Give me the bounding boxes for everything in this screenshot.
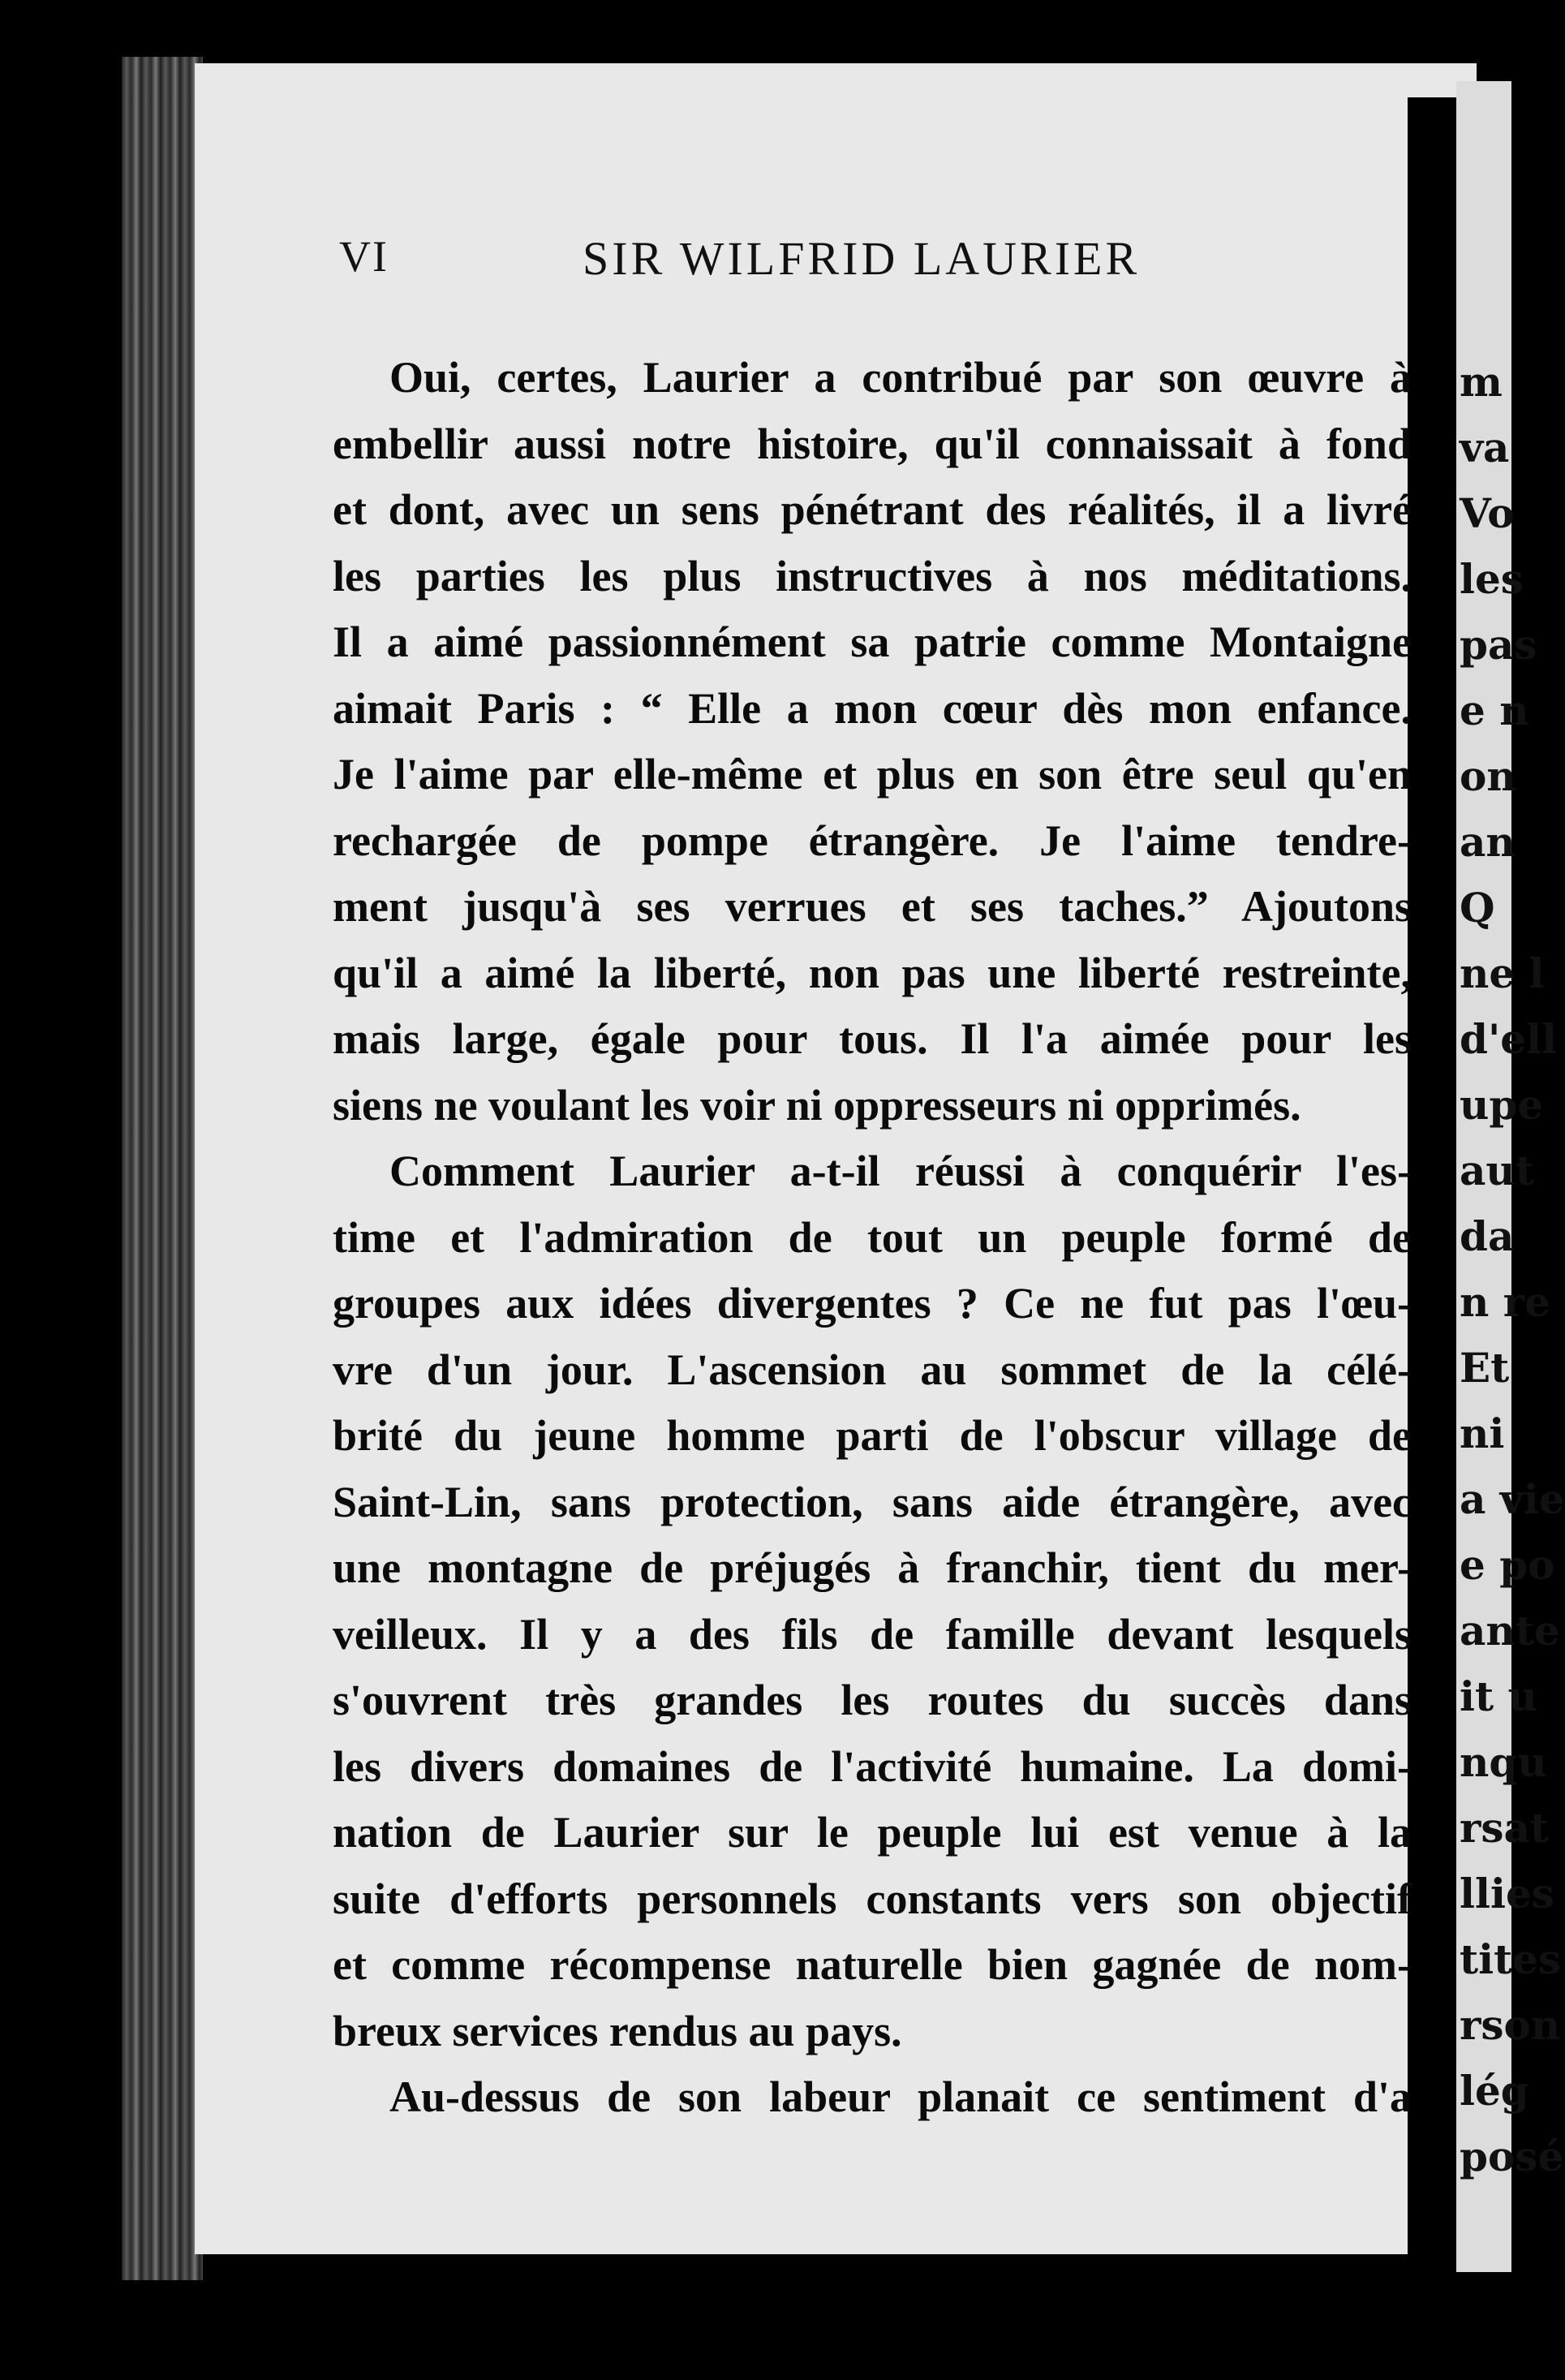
- text-line: aimait Paris : “ Elle a mon cœur dès mon enfance.: [333, 683, 1412, 733]
- text-line: Au-dessus de son labeur planait ce sentiment d'a: [389, 2072, 1412, 2121]
- page-number: VI: [339, 232, 389, 281]
- page-header: [339, 231, 1410, 296]
- text-line: brité du jeune homme parti de l'obscur village de: [333, 1411, 1412, 1460]
- facing-page-fragment: les: [1460, 555, 1524, 603]
- facing-page-fragment: lég: [1460, 2067, 1529, 2115]
- text-line: siens ne voulant les voir ni oppresseurs ni opprimés.: [333, 1080, 1301, 1130]
- text-line: time et l'admiration de tout un peuple formé de: [333, 1212, 1412, 1262]
- text-line: et dont, avec un sens pénétrant des réalités, il a livré: [333, 485, 1412, 534]
- text-line: rechargée de pompe étrangère. Je l'aime tendre-: [333, 816, 1412, 865]
- text-line: les divers domaines de l'activité humaine. La domi-: [333, 1741, 1412, 1791]
- facing-page-fragment: va: [1460, 424, 1510, 471]
- text-line: une montagne de préjugés à franchir, tient du mer-: [333, 1543, 1412, 1592]
- text-line: vre d'un jour. L'ascension au sommet de la célé-: [333, 1345, 1412, 1394]
- facing-page-fragment: ante: [1460, 1607, 1560, 1655]
- facing-page-fragment: e n: [1460, 686, 1529, 734]
- facing-page-fragment: Q: [1460, 884, 1495, 932]
- facing-page-fragment: ne l: [1460, 949, 1545, 997]
- facing-page-fragment: m: [1460, 358, 1503, 406]
- text-line: nation de Laurier sur le peuple lui est venue à la: [333, 1808, 1412, 1857]
- text-line: qu'il a aimé la liberté, non pas une liberté restreinte,: [333, 948, 1412, 997]
- running-head: SIR WILFRID LAURIER: [583, 232, 1141, 285]
- facing-page-fragment: pas: [1460, 621, 1537, 669]
- text-line: breux services rendus au pays.: [333, 2006, 902, 2055]
- facing-page-fragment: tites: [1460, 1935, 1562, 1983]
- facing-page-fragment: llies: [1460, 1870, 1554, 1917]
- text-line: suite d'efforts personnels constants vers son objectif: [333, 1874, 1412, 1923]
- body-text: [333, 345, 1412, 2131]
- facing-page-fragment: aut: [1460, 1147, 1534, 1194]
- text-line: Je l'aime par elle-même et plus en son être seul qu'en: [333, 750, 1412, 798]
- facing-page-fragment: rsat: [1460, 1804, 1549, 1852]
- facing-page-fragment: n re: [1460, 1278, 1550, 1326]
- facing-page-fragment: Et: [1460, 1344, 1510, 1392]
- facing-page-fragment: Vo: [1460, 489, 1515, 537]
- book-edge: [122, 57, 203, 2280]
- text-line: et comme récompense naturelle bien gagnée de nom-: [333, 1940, 1412, 1989]
- facing-page-strip: [1456, 81, 1565, 2272]
- facing-page-fragment: nqu: [1460, 1738, 1547, 1786]
- facing-page-fragment: da: [1460, 1212, 1515, 1260]
- facing-page-fragment: d'ell: [1460, 1015, 1558, 1063]
- text-line: Oui, certes, Laurier a contribué par son œuvre à: [389, 353, 1412, 402]
- facing-page-fragment: on: [1460, 752, 1516, 800]
- facing-page-fragment: upe: [1460, 1081, 1544, 1129]
- text-line: groupes aux idées divergentes ? Ce ne fut pas l'œu-: [333, 1279, 1412, 1328]
- text-line: s'ouvrent très grandes les routes du succès dans: [333, 1676, 1412, 1724]
- facing-page-fragment: ni: [1460, 1409, 1505, 1457]
- facing-page-fragment: e po: [1460, 1541, 1555, 1589]
- text-line: Comment Laurier a-t-il réussi à conquérir l'es-: [389, 1147, 1412, 1195]
- book-binding: [1408, 97, 1456, 2288]
- facing-page-fragment: it u: [1460, 1672, 1537, 1720]
- facing-page-fragment: a vie: [1460, 1475, 1565, 1523]
- text-line: mais large, égale pour tous. Il l'a aimée pour les: [333, 1014, 1412, 1063]
- text-line: embellir aussi notre histoire, qu'il connaissait à fond: [333, 419, 1412, 468]
- facing-page-fragment: posé: [1460, 2133, 1564, 2180]
- text-line: Saint-Lin, sans protection, sans aide étrangère, avec: [333, 1477, 1412, 1526]
- text-line: Il a aimé passionnément sa patrie comme Montaigne: [333, 618, 1412, 666]
- facing-page-fragment: an: [1460, 818, 1516, 866]
- text-line: les parties les plus instructives à nos méditations.: [333, 551, 1412, 600]
- text-line: veilleux. Il y a des fils de famille devant lesquels: [333, 1609, 1412, 1659]
- facing-page-fragment: rson: [1460, 2001, 1561, 2049]
- text-line: ment jusqu'à ses verrues et ses taches.” Ajoutons: [333, 882, 1412, 931]
